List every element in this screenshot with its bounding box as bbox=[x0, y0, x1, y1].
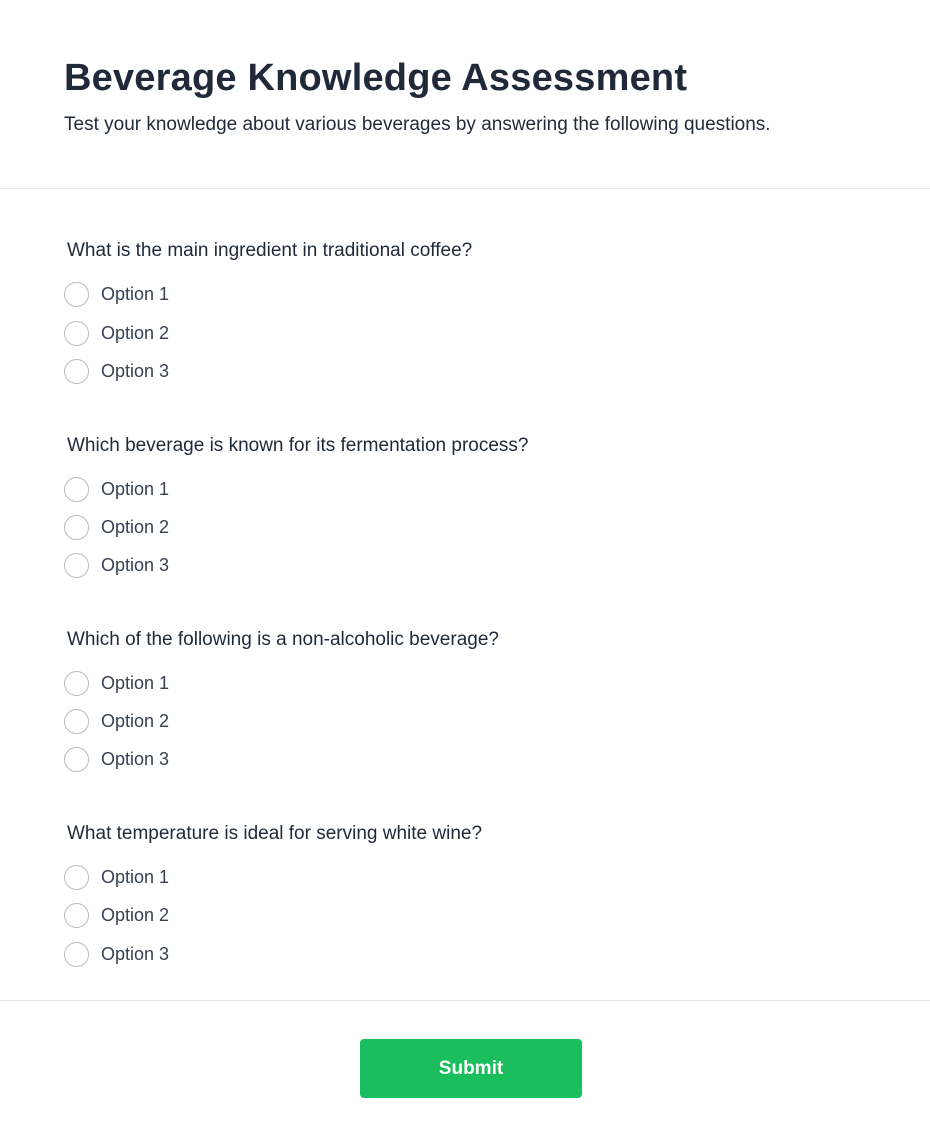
option-label: Option 1 bbox=[101, 673, 170, 693]
option-label: Option 2 bbox=[101, 323, 170, 343]
question-text: Which of the following is a non-alcoholic beverage? bbox=[67, 629, 499, 650]
question-text: What is the main ingredient in traditional coffee? bbox=[67, 240, 473, 261]
option-label: Option 3 bbox=[101, 944, 170, 964]
radio-button[interactable] bbox=[64, 865, 89, 890]
option-label: Option 3 bbox=[101, 555, 170, 575]
question-1-option-3[interactable] bbox=[64, 358, 169, 384]
option-label: Option 1 bbox=[101, 867, 170, 887]
option-label: Option 2 bbox=[101, 517, 170, 537]
radio-button[interactable] bbox=[64, 747, 89, 772]
radio-button[interactable] bbox=[64, 477, 89, 502]
radio-button[interactable] bbox=[64, 515, 89, 540]
question-3-option-1[interactable] bbox=[64, 670, 169, 696]
radio-button[interactable] bbox=[64, 942, 89, 967]
question-1-option-1[interactable] bbox=[64, 281, 169, 307]
question-text: What temperature is ideal for serving white wine? bbox=[67, 823, 483, 844]
form-footer bbox=[0, 1001, 930, 1148]
question-list bbox=[0, 189, 930, 1001]
radio-button[interactable] bbox=[64, 903, 89, 928]
submit-button[interactable]: Submit bbox=[360, 1039, 582, 1098]
question-4-option-1[interactable] bbox=[64, 864, 169, 890]
option-label: Option 3 bbox=[101, 361, 170, 381]
radio-button[interactable] bbox=[64, 553, 89, 578]
page-title: Beverage Knowledge Assessment bbox=[64, 57, 688, 99]
question-3-option-3[interactable] bbox=[64, 746, 169, 772]
question-3-option-2[interactable] bbox=[64, 708, 169, 734]
question-2-option-1[interactable] bbox=[64, 476, 169, 502]
radio-button[interactable] bbox=[64, 671, 89, 696]
radio-button[interactable] bbox=[64, 282, 89, 307]
option-label: Option 1 bbox=[101, 479, 170, 499]
page-subtitle: Test your knowledge about various beverages by answering the following questions. bbox=[64, 114, 771, 135]
question-4-option-2[interactable] bbox=[64, 902, 169, 928]
option-label: Option 2 bbox=[101, 905, 170, 925]
question-2-option-2[interactable] bbox=[64, 514, 169, 540]
question-2-option-3[interactable] bbox=[64, 552, 169, 578]
option-label: Option 1 bbox=[101, 284, 170, 304]
radio-button[interactable] bbox=[64, 709, 89, 734]
option-label: Option 2 bbox=[101, 711, 170, 731]
question-1-option-2[interactable] bbox=[64, 320, 169, 346]
question-4-option-3[interactable] bbox=[64, 941, 169, 967]
question-text: Which beverage is known for its fermentation process? bbox=[67, 435, 529, 456]
page-header bbox=[0, 0, 930, 189]
radio-button[interactable] bbox=[64, 321, 89, 346]
radio-button[interactable] bbox=[64, 359, 89, 384]
option-label: Option 3 bbox=[101, 749, 170, 769]
